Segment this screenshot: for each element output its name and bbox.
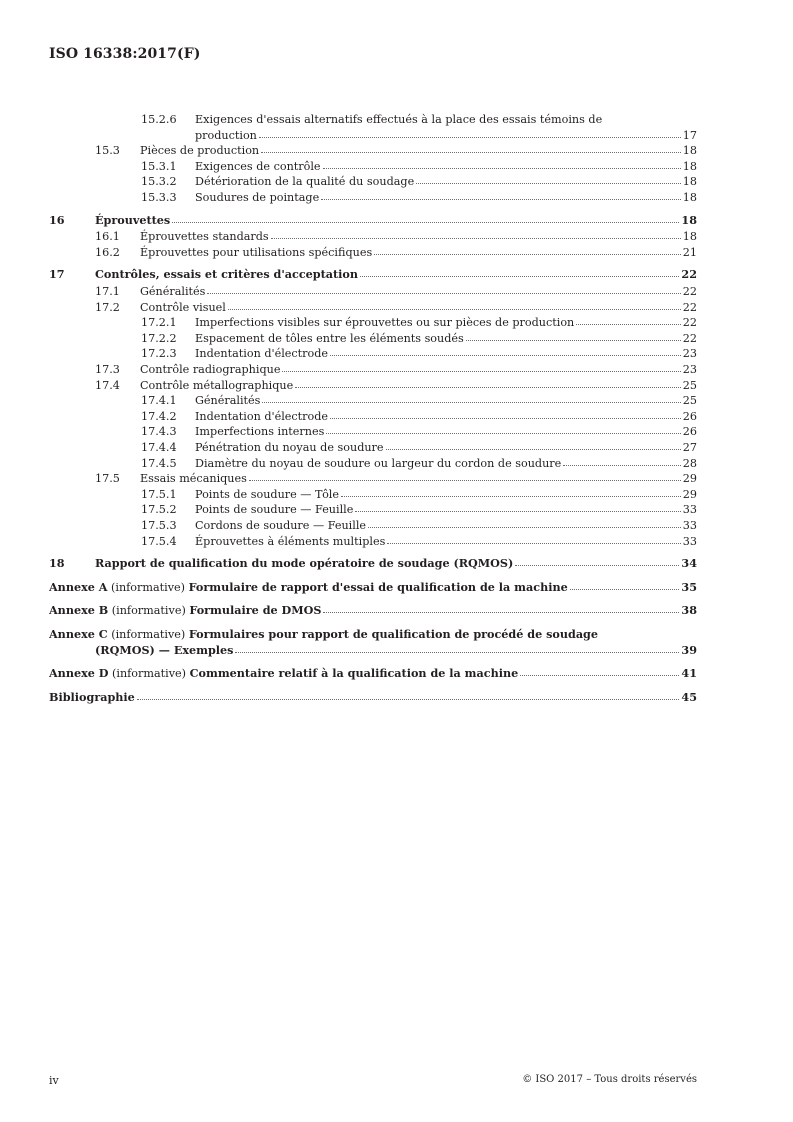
toc-entry[interactable] [95,245,697,261]
toc-entry-title: Rapport de qualification du mode opératoire de soudage (RQMOS) [95,556,514,571]
annex-label: Annexe B [49,603,109,618]
document-header-title: ISO 16338:2017(F) [49,46,201,62]
toc-dot-leader [326,432,680,434]
toc-dot-leader [570,588,680,590]
toc-dot-leader [563,464,680,466]
toc-entry-title: Diamètre du noyau de soudure ou largeur du cordon de soudure [195,456,562,470]
annex-informative-note: (informative) [111,628,186,641]
toc-page-number: 34 [681,556,697,571]
toc-entry-title: Commentaire relatif à la qualification de la machine [189,666,519,681]
toc-entry-title: Imperfections internes [195,425,325,439]
toc-entry-title: Bibliographie [49,689,135,704]
toc-dot-leader [330,417,681,419]
toc-entry-number: 16.1 [95,230,120,244]
toc-entry[interactable] [49,627,697,643]
toc-page-number: 28 [682,456,697,470]
toc-entry[interactable] [141,518,697,534]
toc-entry-title: Essais mécaniques [140,472,247,486]
toc-entry[interactable] [141,502,697,518]
toc-entry-title: Indentation d'électrode [195,347,329,361]
toc-entry-title: Espacement de tôles entre les éléments soudés [195,331,464,345]
toc-dot-leader [137,698,680,700]
toc-entry-title: Imperfections visibles sur éprouvettes ou sur pièces de production [195,316,575,330]
toc-entry-title: Éprouvettes standards [140,230,269,244]
toc-page-number: 23 [682,347,697,361]
toc-entry-title: Pénétration du noyau de soudure [195,441,384,454]
toc-page-number: 22 [682,285,697,298]
toc-entry-title: Points de soudure — Feuille [195,503,354,517]
toc-dot-leader [355,510,680,512]
toc-entry-number: 17.2.1 [141,316,177,330]
toc-dot-leader [261,151,681,153]
toc-entry[interactable] [141,346,697,362]
toc-page-number: 18 [682,230,697,244]
toc-page-number: 41 [681,666,697,681]
toc-entry-number: 17.5.2 [141,503,177,517]
toc-entry-title: Éprouvettes pour utilisations spécifiques [140,245,373,259]
toc-entry-number: 18 [49,556,65,571]
toc-entry[interactable] [95,300,697,316]
toc-entry-number: 15.3 [95,144,120,158]
toc-entry[interactable] [141,487,697,503]
toc-entry[interactable] [49,580,697,596]
toc-entry-title: Formulaire de rapport d'essai de qualification de la machine [188,579,568,594]
toc-dot-leader [520,674,679,676]
toc-dot-leader [576,323,680,325]
toc-entry-title: Exigences de contrôle [195,159,321,173]
toc-entry[interactable] [141,409,697,425]
toc-dot-leader [235,651,679,653]
toc-entry[interactable] [95,378,697,394]
toc-entry-title: Points de soudure — Tôle [195,487,340,501]
toc-page-number: 33 [682,519,697,532]
toc-entry-title: Éprouvettes [95,212,171,227]
toc-entry-title: Indentation d'électrode [195,409,329,423]
toc-entry-number: 17.3 [95,363,120,376]
toc-dot-leader [323,611,679,613]
toc-entry[interactable] [95,143,697,159]
toc-entry-title: Éprouvettes à éléments multiples [195,534,386,548]
toc-entry-number: 16.2 [95,245,120,259]
toc-entry[interactable] [141,315,697,331]
toc-dot-leader [515,564,679,566]
toc-entry-title: Contrôle métallographique [140,378,294,392]
toc-entry[interactable] [141,174,697,190]
toc-entry-number: 17.2.2 [141,331,177,345]
toc-page-number: 18 [682,144,697,158]
toc-entry-title: Généralités [195,394,261,408]
toc-dot-leader [207,292,680,294]
toc-page-number: 18 [681,212,697,227]
toc-entry-number: 17.1 [95,285,120,298]
toc-dot-leader [360,275,679,277]
toc-entry[interactable] [95,229,697,245]
toc-entry[interactable] [95,362,697,378]
toc-entry-number: 17.4.3 [141,425,177,439]
toc-entry-number: 15.3.3 [141,191,177,204]
toc-page-number: 33 [682,503,697,517]
toc-entry-number: 17.5 [95,472,120,486]
toc-entry-title: Contrôles, essais et critères d'acceptation [95,267,359,282]
toc-entry-number: 17.4.1 [141,394,177,408]
toc-dot-leader [374,253,681,255]
toc-dot-leader [416,182,681,184]
toc-entry-number: 17.5.3 [141,519,177,532]
toc-entry-number: 17.5.4 [141,534,177,548]
annex-informative-note: (informative) [111,604,186,618]
toc-page-number: 38 [681,603,697,618]
toc-entry-title: Contrôle radiographique [140,363,281,376]
toc-entry[interactable] [141,456,697,472]
toc-entry[interactable] [49,556,697,572]
toc-dot-leader [262,401,680,403]
toc-entry-number: 17 [49,267,65,282]
toc-entry-number: 17.2 [95,300,120,314]
toc-page-number: 22 [682,300,697,314]
toc-entry-number: 17.2.3 [141,347,177,361]
toc-page-number: 26 [682,409,697,423]
toc-entry-title-continued: (RQMOS) — Exemples [95,642,234,657]
toc-entry-number: 17.4.5 [141,456,177,470]
toc-dot-leader [387,542,680,544]
annex-label: Annexe A [49,579,108,594]
toc-dot-leader [321,198,681,200]
toc-entry-number: 17.4.4 [141,441,177,454]
annex-informative-note: (informative) [112,667,187,681]
toc-dot-leader [259,136,681,138]
toc-entry[interactable] [49,690,697,706]
toc-dot-leader [466,339,681,341]
toc-entry-title: Pièces de production [140,144,260,158]
toc-entry-number: 16 [49,212,65,227]
toc-page-number: 45 [681,689,697,704]
toc-dot-leader [341,495,681,497]
toc-page-number: 17 [682,128,697,142]
toc-dot-leader [368,526,681,528]
toc-dot-leader [323,167,681,169]
toc-page-number: 29 [682,472,697,486]
toc-entry[interactable] [49,212,697,229]
toc-entry[interactable] [141,159,697,175]
toc-page-number: 27 [682,441,697,454]
toc-page-number: 35 [681,579,697,594]
toc-dot-leader [228,308,681,310]
toc-entry-title: Détérioration de la qualité du soudage [195,175,415,189]
toc-entry-title: Cordons de soudure — Feuille [195,519,367,532]
footer-page-number: iv [49,1074,59,1087]
toc-entry[interactable] [95,471,697,487]
toc-entry-title-continued: production [195,128,257,142]
toc-page-number: 22 [681,267,697,282]
toc-entry[interactable] [49,267,697,283]
toc-page-number: 18 [682,175,697,189]
toc-dot-leader [330,354,681,356]
toc-page-number: 18 [682,191,697,204]
toc-entry[interactable] [141,393,697,409]
toc-entry-title: Généralités [140,285,206,298]
toc-page-number: 29 [682,487,697,501]
footer-copyright: © ISO 2017 – Tous droits réservés [522,1074,697,1085]
toc-entry[interactable] [49,666,697,682]
annex-label: Annexe D [49,666,109,681]
toc-dot-leader [386,448,681,450]
toc-page-number: 26 [682,425,697,439]
toc-page-number: 25 [682,394,697,408]
toc-entry-number: 17.4.2 [141,409,177,423]
toc-entry-title: Exigences d'essais alternatifs effectués à la place des essais témoins de [195,113,603,126]
toc-page-number: 22 [682,331,697,345]
toc-page-number: 21 [682,245,697,259]
toc-dot-leader [295,386,681,388]
toc-dot-leader [271,237,681,239]
toc-entry-number: 15.2.6 [141,113,177,126]
toc-entry-title: Formulaire de DMOS [189,603,322,618]
toc-page-number: 22 [682,316,697,330]
toc-entry-number: 17.5.1 [141,487,177,501]
toc-entry-continuation[interactable] [195,128,697,144]
toc-page-number: 39 [681,642,697,657]
toc-entry-number: 17.4 [95,378,120,392]
toc-page-number: 25 [682,378,697,392]
toc-entry[interactable] [141,534,697,550]
toc-entry[interactable] [141,190,697,206]
toc-entry[interactable] [141,424,697,440]
toc-entry-continuation[interactable] [95,643,697,659]
toc-entry[interactable] [95,284,697,300]
toc-dot-leader [249,479,681,481]
toc-entry-title: Formulaires pour rapport de qualification de procédé de soudage [188,627,599,641]
toc-dot-leader [282,370,680,372]
toc-entry-title: Contrôle visuel [140,300,226,314]
toc-entry-title: Soudures de pointage [195,191,320,204]
toc-entry-number: 15.3.2 [141,175,177,189]
toc-dot-leader [172,221,679,223]
toc-entry[interactable] [141,440,697,456]
toc-page-number: 23 [682,363,697,376]
toc-entry-number: 15.3.1 [141,159,177,173]
toc-page-number: 18 [682,159,697,173]
toc-entry[interactable] [49,603,697,619]
annex-informative-note: (informative) [111,580,186,594]
annex-label: Annexe C [49,627,108,641]
toc-entry[interactable] [141,112,697,128]
toc-entry[interactable] [141,331,697,347]
toc-page-number: 33 [682,534,697,548]
